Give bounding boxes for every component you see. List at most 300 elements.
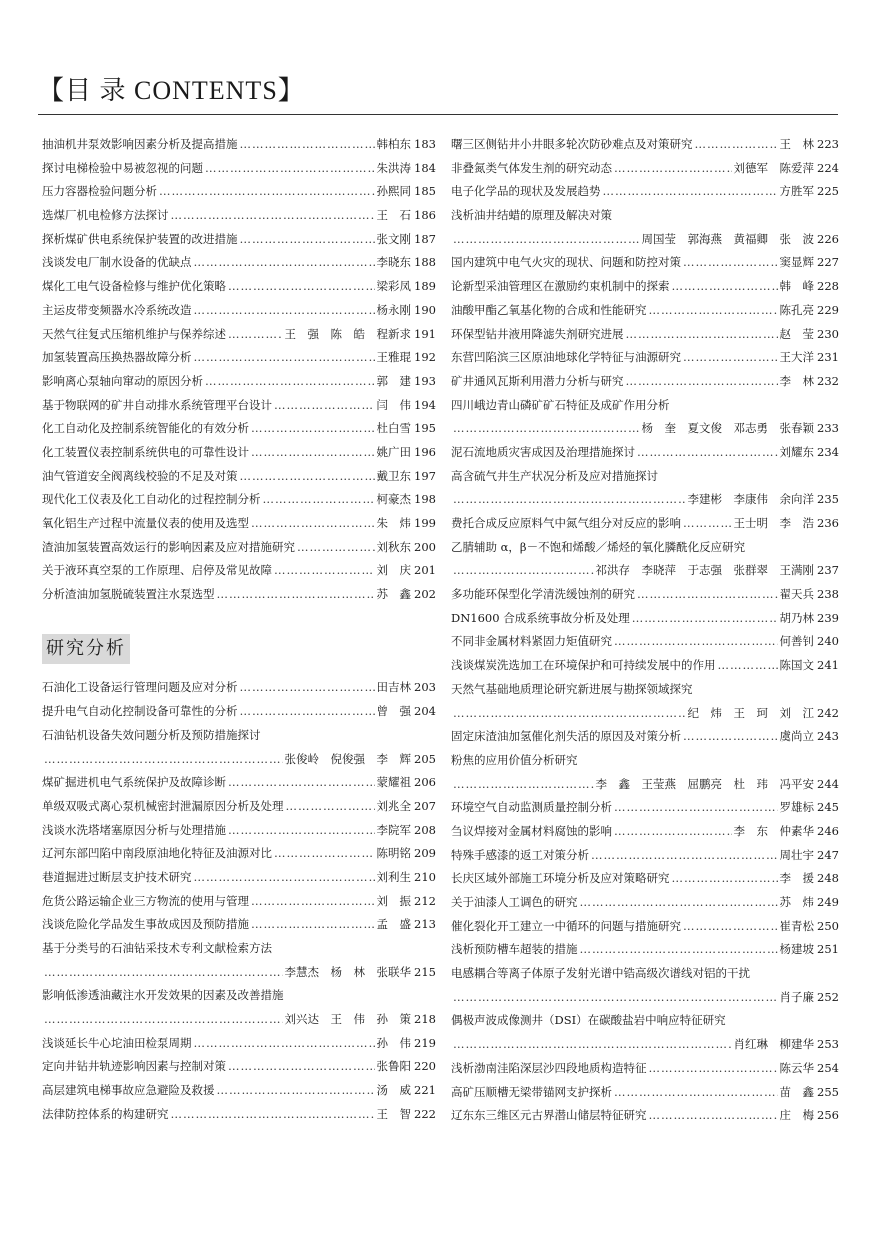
toc-entry[interactable]: [451, 228, 839, 252]
entry-title: 危货公路运输企业三方物流的使用与管理: [42, 893, 249, 908]
entry-title: 基于分类号的石油钻采技术专利文献检索方法: [42, 941, 272, 955]
entry-title: 长庆区域外部施工环境分析及应对策略研究: [451, 871, 670, 886]
entry-title: 现代化工仪表及化工自动化的过程控制分析: [42, 492, 261, 507]
toc-entry[interactable]: [42, 842, 436, 866]
leader-dots: [251, 913, 375, 937]
leader-dots: [240, 700, 375, 724]
toc-entry[interactable]: [451, 844, 839, 868]
leader-dots: [228, 323, 283, 347]
entry-page-number: 243: [817, 729, 839, 744]
leader-dots: [614, 1081, 778, 1105]
entry-page-number: 227: [817, 255, 839, 270]
toc-entry[interactable]: [451, 180, 839, 204]
entry-authors: 翟天兵: [779, 587, 815, 602]
toc-entry[interactable]: [42, 323, 436, 347]
entry-title: 法律防控体系的构建研究: [42, 1106, 169, 1121]
contents-header: [38, 70, 838, 107]
entry-title: 浅谈延长牛心坨油田检泵周期: [42, 1035, 192, 1050]
entry-title: 多功能环保型化学清洗缓蚀剂的研究: [451, 587, 635, 602]
leader-dots: [632, 607, 778, 631]
leader-dots: [614, 796, 778, 820]
entry-title: 影响低渗透油藏注水开发效果的因素及改善措施: [42, 988, 284, 1003]
toc-list-research: [42, 676, 436, 1126]
entry-page-number: 241: [817, 658, 839, 673]
entry-page-number: 204: [414, 704, 436, 719]
entry-title: 压力容器检验问题分析: [42, 184, 157, 199]
toc-entry[interactable]: [451, 204, 839, 228]
leader-dots: [194, 251, 375, 275]
toc-entry[interactable]: [42, 299, 436, 323]
leader-dots: [580, 891, 778, 915]
entry-page-number: 189: [414, 279, 436, 294]
leader-dots: [603, 180, 778, 204]
entry-authors: 刘兴达 王 伟 孙 策: [284, 1012, 412, 1027]
toc-entry[interactable]: [451, 1057, 839, 1081]
toc-entry[interactable]: [451, 891, 839, 915]
toc-entry[interactable]: [451, 820, 839, 844]
toc-entry[interactable]: [451, 394, 839, 418]
leader-dots: [228, 1055, 375, 1079]
toc-entry[interactable]: [451, 938, 839, 962]
toc-entry[interactable]: [451, 275, 839, 299]
toc-entry[interactable]: [42, 133, 436, 157]
entry-page-number: 213: [414, 917, 436, 932]
entry-authors: 刘兆全: [376, 798, 412, 813]
entry-page-number: 212: [414, 893, 436, 908]
entry-authors: 罗雄标: [779, 800, 815, 815]
entry-authors: 刘 振: [376, 893, 412, 908]
entry-page-number: 207: [414, 798, 436, 813]
entry-authors: 韩 峰: [779, 279, 815, 294]
toc-entry[interactable]: [42, 180, 436, 204]
entry-authors: 纪 炜 王 珂 刘 江: [687, 705, 815, 720]
entry-page-number: 202: [414, 587, 436, 602]
leader-dots: [251, 441, 375, 465]
toc-entry[interactable]: [42, 961, 436, 985]
entry-authors: 陈孔亮: [779, 302, 815, 317]
leader-dots: [614, 820, 732, 844]
entry-page-number: 230: [817, 326, 839, 341]
leader-dots: [453, 559, 594, 583]
entry-page-number: 237: [817, 563, 839, 578]
toc-entry[interactable]: [451, 1081, 839, 1105]
entry-authors: 王大洋: [779, 350, 815, 365]
toc-entry[interactable]: [451, 559, 839, 583]
entry-title: 基于物联网的矿井自动排水系统管理平台设计: [42, 397, 272, 412]
entry-title: 浅谈水洗塔堵塞原因分析与处理措施: [42, 822, 226, 837]
entry-page-number: 215: [414, 964, 436, 979]
entry-title: 环境空气自动监测质量控制分析: [451, 800, 612, 815]
entry-title: 环保型钻井液用降滤失剂研究进展: [451, 326, 624, 341]
leader-dots: [453, 986, 778, 1010]
entry-title: 浅析渤南洼陷深层沙四段地质构造特征: [451, 1060, 647, 1075]
toc-entry[interactable]: [451, 773, 839, 797]
leader-dots: [683, 725, 778, 749]
entry-title: 石油钻机设备失效问题分析及预防措施探讨: [42, 727, 261, 742]
toc-entry[interactable]: [451, 986, 839, 1010]
leader-dots: [217, 583, 375, 607]
entry-page-number: 218: [414, 1012, 436, 1027]
entry-title: 曙三区侧钻井小井眼多轮次防砂难点及对策研究: [451, 137, 693, 151]
entry-title: 刍议焊接对金属材料腐蚀的影响: [451, 823, 612, 838]
leader-dots: [683, 251, 778, 275]
entry-authors: 朱 炜: [376, 516, 412, 530]
leader-dots: [453, 488, 686, 512]
entry-authors: 王士明 李 浩: [733, 516, 815, 530]
toc-entry[interactable]: [42, 441, 436, 465]
toc-entry[interactable]: [451, 796, 839, 820]
entry-authors: 汤 威: [376, 1083, 412, 1098]
entry-title: 矿井通风瓦斯利用潜力分析与研究: [451, 373, 624, 388]
entry-title: 选煤厂机电检修方法探讨: [42, 208, 169, 223]
entry-authors: 韩柏东: [376, 137, 412, 151]
leader-dots: [240, 133, 375, 157]
entry-title: 浅谈煤炭洗选加工在环境保护和可持续发展中的作用: [451, 658, 716, 673]
toc-entry[interactable]: [451, 323, 839, 347]
toc-entry[interactable]: [42, 748, 436, 772]
toc-entry[interactable]: [42, 984, 436, 1008]
entry-page-number: 208: [414, 822, 436, 837]
entry-authors: 王 强 陈 皓 程新求: [284, 326, 412, 341]
leader-dots: [580, 938, 778, 962]
entry-authors: 刘 庆: [376, 563, 412, 578]
entry-page-number: 247: [817, 847, 839, 862]
toc-entry[interactable]: [451, 607, 839, 631]
leader-dots: [286, 795, 375, 819]
entry-page-number: 231: [817, 350, 839, 365]
leader-dots: [591, 844, 778, 868]
toc-entry[interactable]: [42, 866, 436, 890]
entry-authors: 苏 鑫: [376, 587, 412, 602]
toc-entry[interactable]: [451, 157, 839, 181]
entry-page-number: 233: [817, 421, 839, 436]
entry-page-number: 255: [817, 1084, 839, 1099]
entry-authors: 姚广田: [376, 444, 412, 459]
leader-dots: [251, 512, 375, 536]
toc-entry[interactable]: [42, 1079, 436, 1103]
entry-page-number: 229: [817, 302, 839, 317]
entry-authors: 戴卫东: [376, 468, 412, 483]
entry-page-number: 199: [414, 516, 436, 530]
entry-title: 电感耦合等离子体原子发射光谱中锆高级次谱线对铝的干扰: [451, 966, 750, 981]
toc-entry[interactable]: [451, 867, 839, 891]
toc-entry[interactable]: [451, 441, 839, 465]
entry-page-number: 195: [414, 421, 436, 436]
entry-authors: 苏 炜: [779, 895, 815, 909]
entry-authors: 田吉林: [376, 680, 412, 695]
leader-dots: [453, 702, 686, 726]
right-column: [451, 133, 839, 1128]
entry-page-number: 200: [414, 539, 436, 554]
entry-page-number: 240: [817, 634, 839, 649]
entry-title: 煤矿掘进机电气系统保护及故障诊断: [42, 775, 226, 790]
leader-dots: [672, 275, 778, 299]
entry-title: 影响离心泵轴向窜动的原因分析: [42, 373, 203, 388]
entry-page-number: 239: [817, 610, 839, 625]
leader-dots: [649, 1104, 778, 1128]
entry-title: 煤化工电气设备检修与维护优化策略: [42, 279, 226, 294]
entry-page-number: 194: [414, 397, 436, 412]
entry-page-number: 209: [414, 846, 436, 861]
entry-title: 辽河东部凹陷中南段原油地化特征及油源对比: [42, 846, 272, 861]
toc-entry[interactable]: [42, 465, 436, 489]
toc-entry[interactable]: [451, 299, 839, 323]
entry-title: 加氢装置高压换热器故障分析: [42, 350, 192, 365]
leader-dots: [171, 1103, 375, 1127]
entry-title: 高层建筑电梯事故应急避险及救援: [42, 1083, 215, 1098]
toc-entry[interactable]: [42, 676, 436, 700]
entry-authors: 何善钊: [779, 634, 815, 649]
entry-title: 论新型采油管理区在激励约束机制中的探索: [451, 279, 670, 294]
entry-authors: 孙 伟: [376, 1035, 412, 1050]
entry-title: 探讨电梯检验中易被忽视的问题: [42, 160, 203, 175]
entry-authors: 王 智: [376, 1106, 412, 1121]
toc-entry[interactable]: [42, 394, 436, 418]
leader-dots: [194, 346, 375, 370]
leader-dots: [297, 536, 375, 560]
toc-entry[interactable]: [42, 1103, 436, 1127]
leader-dots: [159, 180, 375, 204]
entry-page-number: 222: [414, 1106, 436, 1121]
leader-dots: [637, 583, 778, 607]
entry-authors: 柯豪杰: [376, 492, 412, 507]
entry-page-number: 242: [817, 705, 839, 720]
entry-title: 单级双吸式离心泵机械密封泄漏原因分析及处理: [42, 798, 284, 813]
entry-page-number: 236: [817, 516, 839, 530]
toc-entry[interactable]: [451, 1009, 839, 1033]
toc-entry[interactable]: [42, 346, 436, 370]
entry-title: 特殊手感漆的返工对策分析: [451, 847, 589, 862]
leader-dots: [718, 654, 778, 678]
leader-dots: [251, 417, 375, 441]
entry-page-number: 253: [817, 1037, 839, 1052]
entry-title: 渣油加氢装置高效运行的影响因素及应对措施研究: [42, 539, 295, 554]
entry-page-number: 232: [817, 373, 839, 388]
toc-entry[interactable]: [451, 488, 839, 512]
toc-entry[interactable]: [451, 654, 839, 678]
entry-page-number: 191: [414, 326, 436, 341]
entry-authors: 张鲁阳: [376, 1059, 412, 1074]
entry-page-number: 203: [414, 680, 436, 695]
entry-page-number: 205: [414, 751, 436, 766]
entry-page-number: 244: [817, 776, 839, 791]
entry-title: 关于油漆人工调色的研究: [451, 895, 578, 909]
toc-entry[interactable]: [451, 915, 839, 939]
entry-title: 关于液环真空泵的工作原理、启停及常见故障: [42, 563, 272, 578]
toc-entry[interactable]: [451, 346, 839, 370]
leader-dots: [240, 228, 375, 252]
entry-page-number: 251: [817, 942, 839, 957]
entry-authors: 李建彬 李康伟 余向洋: [687, 492, 815, 507]
section-spacer: [42, 607, 436, 631]
entry-authors: 李慧杰 杨 林 张联华: [284, 964, 412, 979]
entry-page-number: 193: [414, 373, 436, 388]
toc-entry[interactable]: [42, 275, 436, 299]
entry-page-number: 220: [414, 1059, 436, 1074]
toc-entry[interactable]: [42, 204, 436, 228]
toc-entry[interactable]: [451, 749, 839, 773]
entry-authors: 杨 奎 夏文俊 邓志勇 张春颖: [641, 421, 815, 436]
leader-dots: [453, 228, 640, 252]
left-column: [42, 133, 436, 1127]
entry-authors: 刘德军 陈爱萍: [733, 160, 815, 175]
toc-entry[interactable]: [42, 559, 436, 583]
toc-entry[interactable]: [42, 771, 436, 795]
entry-authors: 王 石: [376, 208, 412, 223]
entry-title: 催化裂化开工建立一中循环的问题与措施研究: [451, 918, 681, 933]
entry-page-number: 198: [414, 492, 436, 507]
toc-entry[interactable]: [42, 1055, 436, 1079]
leader-dots: [637, 441, 778, 465]
toc-entry[interactable]: [42, 937, 436, 961]
entry-page-number: 235: [817, 492, 839, 507]
toc-entry[interactable]: [42, 819, 436, 843]
page-title: 【目 录 CONTENTS】: [38, 76, 305, 105]
entry-page-number: 190: [414, 302, 436, 317]
toc-entry[interactable]: [451, 370, 839, 394]
entry-authors: 孙熙同: [376, 184, 412, 199]
entry-authors: 李晓东: [376, 255, 412, 270]
toc-entry[interactable]: [42, 724, 436, 748]
entry-authors: 肖子廉: [779, 989, 815, 1004]
toc-entry[interactable]: [451, 678, 839, 702]
entry-authors: 张俊岭 倪俊强 李 辉: [284, 751, 412, 766]
leader-dots: [683, 915, 778, 939]
leader-dots: [274, 842, 375, 866]
entry-page-number: 188: [414, 255, 436, 270]
entry-title: 石油化工设备运行管理问题及应对分析: [42, 680, 238, 695]
entry-title: 固定床渣油加氢催化剂失活的原因及对策分析: [451, 729, 681, 744]
toc-entry[interactable]: [42, 228, 436, 252]
toc-entry[interactable]: [42, 251, 436, 275]
entry-authors: 崔青松: [779, 918, 815, 933]
entry-title: 费托合成反应原料气中氮气组分对反应的影响: [451, 516, 681, 530]
toc-entry[interactable]: [42, 536, 436, 560]
toc-entry[interactable]: [42, 583, 436, 607]
entry-title: 乙腈辅助 α，β－不饱和烯酸／烯烃的氧化膦酰化反应研究: [451, 539, 746, 554]
leader-dots: [649, 299, 778, 323]
section-heading: 研究分析: [42, 634, 130, 664]
entry-page-number: 223: [817, 137, 839, 151]
entry-page-number: 245: [817, 800, 839, 815]
toc-entry[interactable]: [42, 1032, 436, 1056]
toc-entry[interactable]: [451, 251, 839, 275]
toc-entry[interactable]: [42, 913, 436, 937]
leader-dots: [240, 676, 375, 700]
entry-title: 高含硫气井生产状况分析及应对措施探讨: [451, 468, 658, 483]
entry-page-number: 252: [817, 989, 839, 1004]
entry-title: 高矿压顺槽无梁带锚网支护探析: [451, 1084, 612, 1099]
entry-title: 浅谈发电厂制水设备的优缺点: [42, 255, 192, 270]
entry-authors: 孟 盛: [376, 917, 412, 932]
entry-title: 浅谈危险化学品发生事故成因及预防措施: [42, 917, 249, 932]
leader-dots: [44, 1008, 283, 1032]
leader-dots: [217, 1079, 375, 1103]
toc-entry[interactable]: [42, 157, 436, 181]
entry-title: 油气管道安全阀离线校验的不足及对策: [42, 468, 238, 483]
entry-authors: 王 林: [779, 137, 815, 151]
entry-authors: 李 林: [779, 373, 815, 388]
entry-authors: 蒙耀祖: [376, 775, 412, 790]
toc-entry[interactable]: [42, 417, 436, 441]
leader-dots: [626, 370, 778, 394]
toc-entry[interactable]: [451, 133, 839, 157]
leader-dots: [626, 323, 778, 347]
toc-entry[interactable]: [42, 512, 436, 536]
entry-page-number: 246: [817, 823, 839, 838]
toc-entry[interactable]: [451, 725, 839, 749]
toc-entry[interactable]: [451, 962, 839, 986]
entry-title: 偶极声波成像测井（DSI）在碳酸盐岩中响应特征研究: [451, 1013, 726, 1028]
toc-entry[interactable]: [42, 795, 436, 819]
leader-dots: [614, 157, 732, 181]
leader-dots: [453, 417, 640, 441]
entry-authors: 杜白雪: [376, 421, 412, 436]
toc-entry[interactable]: [451, 536, 839, 560]
entry-page-number: 234: [817, 444, 839, 459]
entry-page-number: 201: [414, 563, 436, 578]
entry-title: 抽油机井泵效影响因素分析及提高措施: [42, 137, 238, 151]
entry-authors: 朱洪涛: [376, 160, 412, 175]
entry-page-number: 226: [817, 231, 839, 246]
entry-page-number: 219: [414, 1035, 436, 1050]
leader-dots: [240, 465, 375, 489]
entry-page-number: 248: [817, 871, 839, 886]
toc-entry[interactable]: [42, 488, 436, 512]
entry-page-number: 256: [817, 1108, 839, 1123]
entry-page-number: 225: [817, 184, 839, 199]
leader-dots: [274, 559, 375, 583]
leader-dots: [171, 204, 375, 228]
toc-entry[interactable]: [42, 890, 436, 914]
toc-entry[interactable]: [451, 1033, 839, 1057]
entry-title: 主运皮带变频器水冷系统改造: [42, 302, 192, 317]
toc-list-top: [42, 133, 436, 607]
entry-page-number: 197: [414, 468, 436, 483]
toc-entry[interactable]: [42, 370, 436, 394]
entry-title: 化工自动化及控制系统智能化的有效分析: [42, 421, 249, 436]
leader-dots: [228, 819, 375, 843]
entry-authors: 窦显辉: [779, 255, 815, 270]
toc-entry[interactable]: [451, 417, 839, 441]
toc-entry[interactable]: [42, 1008, 436, 1032]
toc-entry[interactable]: [451, 630, 839, 654]
leader-dots: [614, 630, 778, 654]
toc-entry[interactable]: [451, 583, 839, 607]
entry-title: 四川峨边青山磷矿矿石特征及成矿作用分析: [451, 397, 670, 412]
toc-entry[interactable]: [451, 465, 839, 489]
entry-authors: 李 援: [779, 871, 815, 886]
entry-title: 氧化铝生产过程中流量仪表的使用及选型: [42, 516, 249, 530]
entry-page-number: 228: [817, 279, 839, 294]
entry-authors: 赵 莹: [779, 326, 815, 341]
toc-entry[interactable]: [451, 1104, 839, 1128]
toc-entry[interactable]: [451, 702, 839, 726]
toc-entry[interactable]: [42, 700, 436, 724]
entry-authors: 陈国文: [779, 658, 815, 673]
entry-page-number: 187: [414, 231, 436, 246]
toc-entry[interactable]: [451, 512, 839, 536]
entry-title: 油酸甲酯乙氧基化物的合成和性能研究: [451, 302, 647, 317]
entry-title: 辽东东三维区元古界潜山储层特征研究: [451, 1108, 647, 1123]
entry-authors: 苗 鑫: [779, 1084, 815, 1099]
leader-dots: [274, 394, 375, 418]
entry-title: 浅析预防槽车超装的措施: [451, 942, 578, 957]
leader-dots: [228, 275, 375, 299]
entry-title: 非叠氮类气体发生剂的研究动态: [451, 160, 612, 175]
leader-dots: [695, 133, 778, 157]
entry-page-number: 183: [414, 137, 436, 151]
